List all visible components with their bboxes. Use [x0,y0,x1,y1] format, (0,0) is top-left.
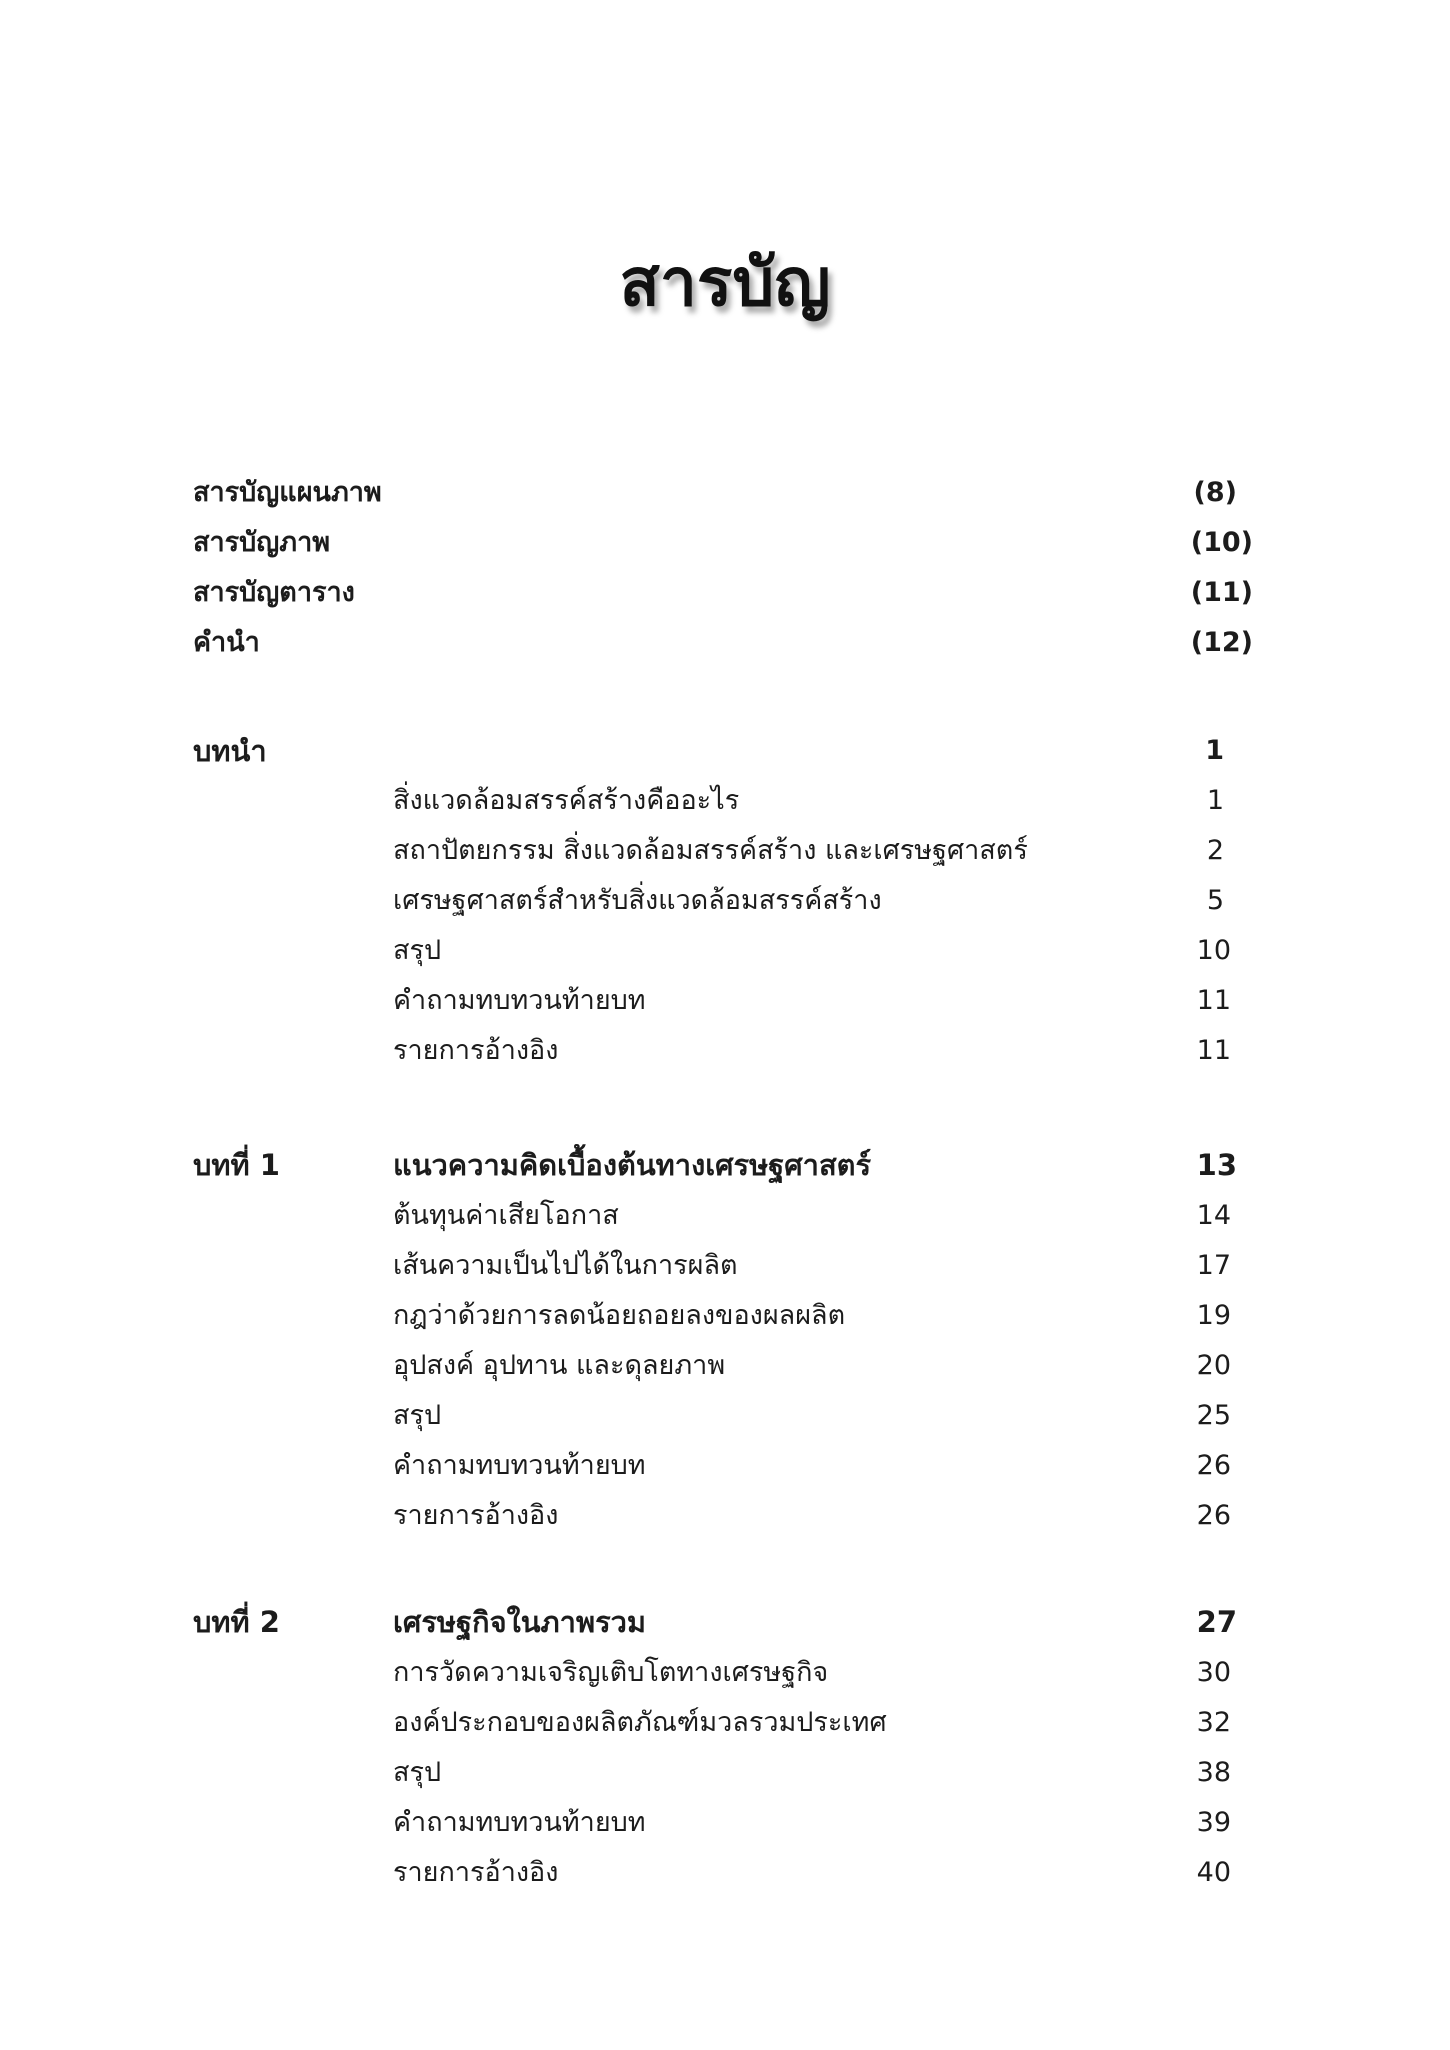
toc-section-page: 14 [1196,1200,1231,1231]
toc-section-page: 38 [1196,1757,1231,1788]
toc-section-label: สรุป [393,935,442,966]
toc-section-label: ต้นทุนค่าเสียโอกาส [393,1200,619,1231]
toc-section-item[interactable] [0,1748,1450,1798]
toc-section-page: 1 [1206,785,1224,816]
toc-section-label: คำถามทบทวนท้ายบท [393,1807,646,1838]
toc-section-label: สิ่งแวดล้อมสรรค์สร้างคืออะไร [393,785,740,816]
toc-section-item[interactable] [0,1391,1450,1441]
toc-chapter-number: บทที่ 2 [193,1605,280,1639]
toc-section-item[interactable] [0,1191,1450,1241]
toc-section-item[interactable] [0,1798,1450,1848]
toc-section-page: 39 [1196,1807,1231,1838]
toc-front-page: (12) [1190,627,1253,658]
toc-section-item[interactable] [0,826,1450,876]
toc-section-item[interactable] [0,876,1450,926]
toc-section-page: 17 [1196,1250,1231,1281]
page-title: สารบัญ [619,244,831,321]
toc-section-item[interactable] [0,1341,1450,1391]
toc-section-label: องค์ประกอบของผลิตภัณฑ์มวลรวมประเทศ [393,1707,887,1738]
toc-section-label: การวัดความเจริญเติบโตทางเศรษฐกิจ [393,1657,829,1688]
toc-section-label: เศรษฐศาสตร์สำหรับสิ่งแวดล้อมสรรค์สร้าง [393,885,882,916]
toc-section-label: รายการอ้างอิง [393,1500,559,1531]
toc-section-page: 25 [1196,1400,1231,1431]
toc-section-label: อุปสงค์ อุปทาน และดุลยภาพ [393,1350,726,1381]
toc-front-page: (10) [1190,527,1253,558]
toc-section-item[interactable] [0,1491,1450,1541]
toc-chapter-title: เศรษฐกิจในภาพรวม [393,1605,647,1639]
toc-section-label: คำถามทบทวนท้ายบท [393,1450,646,1481]
toc-section-label: สถาปัตยกรรม สิ่งแวดล้อมสรรค์สร้าง และเศรษฐศาสตร์ [393,835,1028,866]
toc-front-item[interactable] [0,568,1450,618]
toc-intro-label: บทนำ [193,734,267,768]
toc-section-item[interactable] [0,1441,1450,1491]
toc-section-label: กฎว่าด้วยการลดน้อยถอยลงของผลผลิต [393,1300,846,1331]
toc-section-page: 30 [1196,1657,1231,1688]
toc-section-item[interactable] [0,776,1450,826]
toc-section-item[interactable] [0,976,1450,1026]
toc-chapter-number: บทที่ 1 [193,1148,280,1182]
toc-section-item[interactable] [0,1648,1450,1698]
toc-section-page: 11 [1196,1035,1231,1066]
toc-section-page: 26 [1196,1450,1231,1481]
toc-section-label: สรุป [393,1400,442,1431]
toc-section-page: 5 [1206,885,1224,916]
toc-section-page: 20 [1196,1350,1231,1381]
toc-section-label: เส้นความเป็นไปได้ในการผลิต [393,1250,738,1281]
toc-front-label: สารบัญแผนภาพ [193,477,382,508]
toc-section-page: 2 [1206,835,1224,866]
toc-front-item[interactable] [0,518,1450,568]
toc-front-label: คำนำ [193,627,260,658]
toc-front-label: สารบัญตาราง [193,577,355,608]
toc-front-page: (11) [1190,577,1253,608]
toc-section-item[interactable] [0,1241,1450,1291]
toc-chapter-page: 27 [1196,1605,1237,1639]
toc-section-page: 19 [1196,1300,1231,1331]
toc-section-page: 32 [1196,1707,1231,1738]
toc-section-item[interactable] [0,1026,1450,1076]
toc-section-item[interactable] [0,1291,1450,1341]
toc-section-item[interactable] [0,1848,1450,1898]
toc-section-label: สรุป [393,1757,442,1788]
toc-chapter-title: แนวความคิดเบื้องต้นทางเศรษฐศาสตร์ [393,1148,872,1182]
toc-chapter-page: 13 [1196,1148,1237,1182]
toc-section-page: 11 [1196,985,1231,1016]
toc-section-page: 10 [1196,935,1231,966]
toc-section-item[interactable] [0,926,1450,976]
toc-section-item[interactable] [0,1698,1450,1748]
toc-section-label: รายการอ้างอิง [393,1035,559,1066]
toc-section-label: รายการอ้างอิง [393,1857,559,1888]
toc-intro-heading[interactable] [0,726,1450,776]
toc-chapter-heading[interactable] [0,1597,1450,1647]
toc-section-label: คำถามทบทวนท้ายบท [393,985,646,1016]
toc-section-page: 26 [1196,1500,1231,1531]
toc-front-item[interactable] [0,468,1450,518]
toc-intro-page: 1 [1205,735,1224,766]
toc-front-label: สารบัญภาพ [193,527,331,558]
toc-front-item[interactable] [0,618,1450,668]
toc-chapter-heading[interactable] [0,1140,1450,1190]
toc-front-page: (8) [1193,477,1237,508]
toc-section-page: 40 [1196,1857,1231,1888]
